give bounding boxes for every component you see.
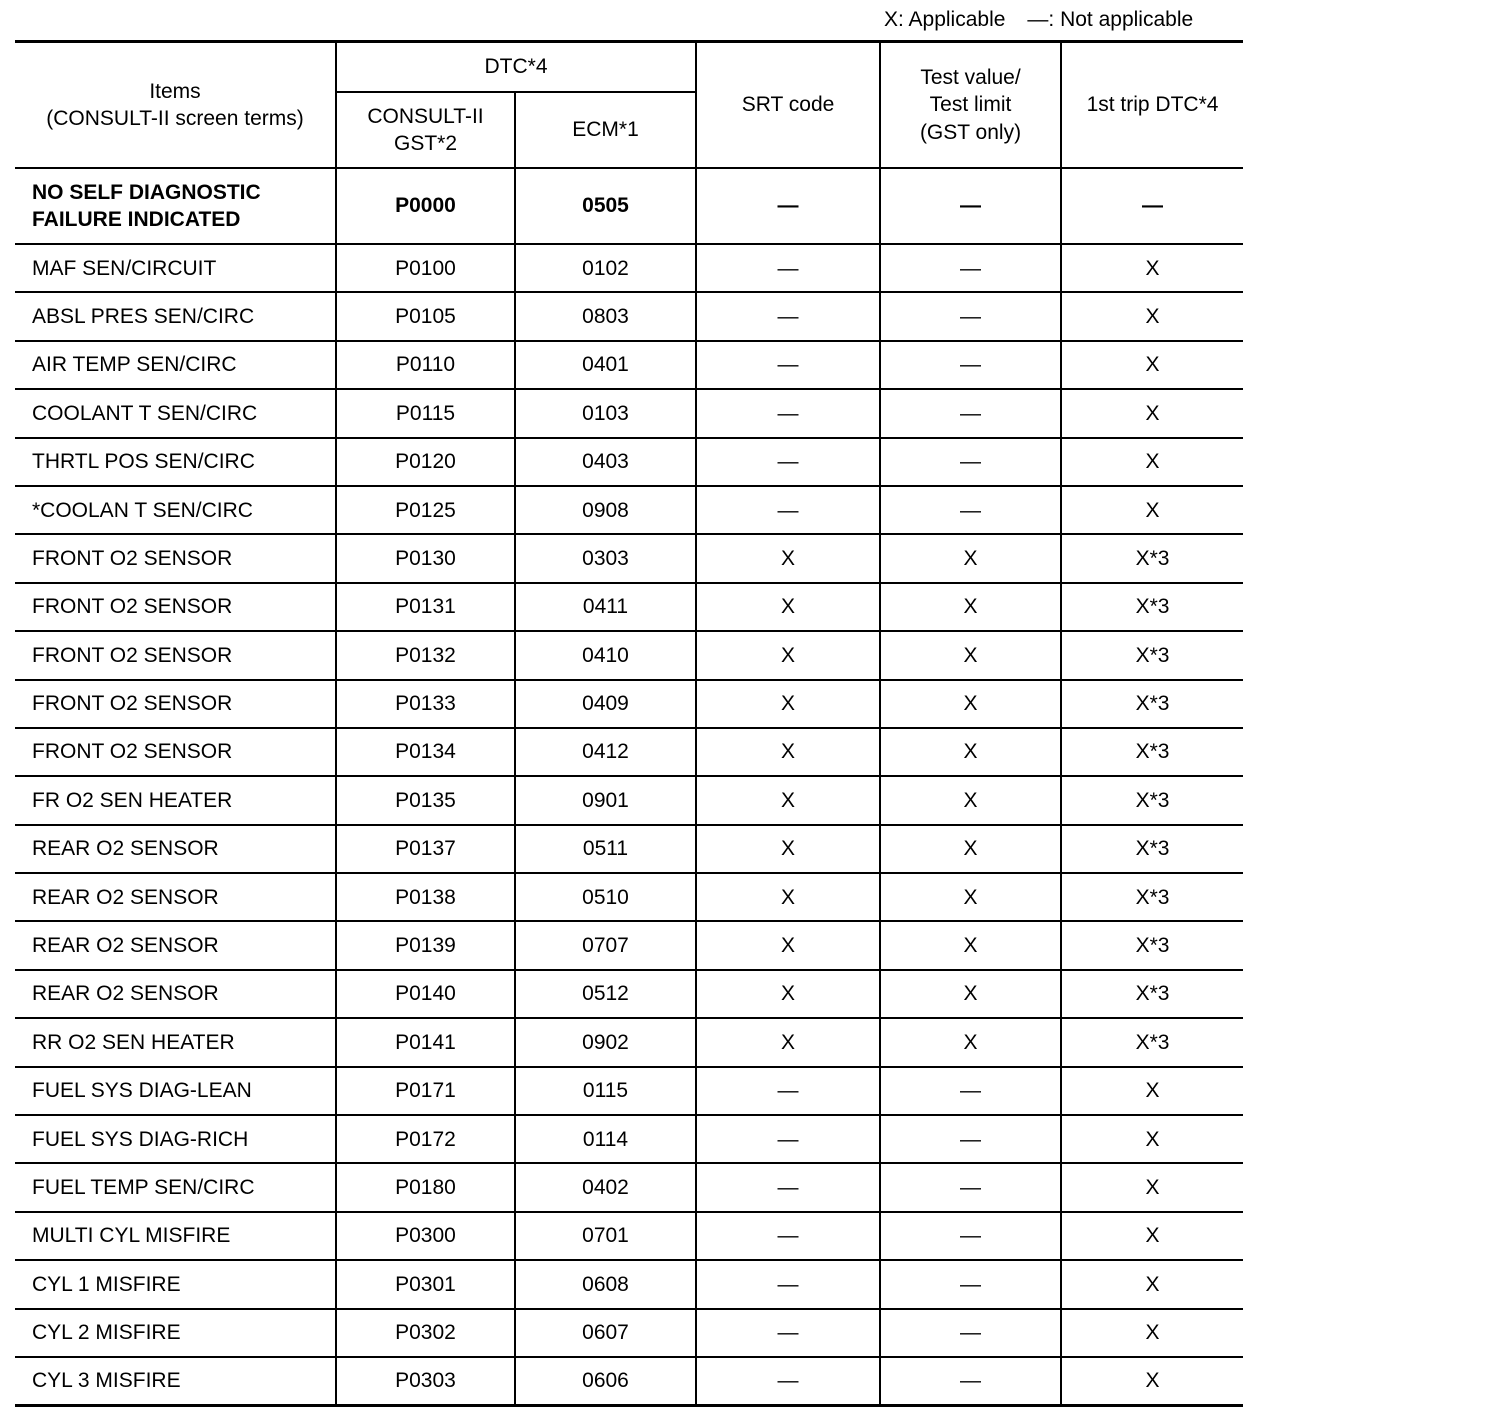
table-row xyxy=(15,1357,1243,1405)
cell-trip: X*3 xyxy=(1061,825,1243,873)
cell-ecm: 0511 xyxy=(515,825,696,873)
cell-item: RR O2 SEN HEATER xyxy=(15,1018,336,1066)
cell-test: — xyxy=(880,1067,1061,1115)
cell-item xyxy=(15,168,336,244)
cell-trip: X xyxy=(1061,1309,1243,1357)
cell-ecm: 0303 xyxy=(515,534,696,582)
cell-consult: P0302 xyxy=(336,1309,515,1357)
cell-test: X xyxy=(880,680,1061,728)
cell-trip: X*3 xyxy=(1061,728,1243,776)
cell-consult: P0303 xyxy=(336,1357,515,1405)
cell-consult: P0125 xyxy=(336,486,515,534)
cell-consult: P0135 xyxy=(336,776,515,824)
cell-item-line1: NO SELF DIAGNOSTIC xyxy=(32,180,261,204)
table-row xyxy=(15,728,1243,776)
cell-test: — xyxy=(880,1115,1061,1163)
cell-ecm: 0102 xyxy=(515,244,696,292)
cell-test: — xyxy=(880,1309,1061,1357)
cell-item: AIR TEMP SEN/CIRC xyxy=(15,341,336,389)
header-srt: SRT code xyxy=(696,42,880,169)
cell-consult: P0172 xyxy=(336,1115,515,1163)
table-row xyxy=(15,1163,1243,1211)
cell-ecm: 0103 xyxy=(515,389,696,437)
legend-applicable: X: Applicable xyxy=(884,8,1006,31)
cell-trip: X*3 xyxy=(1061,680,1243,728)
header-consult xyxy=(336,92,515,168)
cell-trip: X xyxy=(1061,1260,1243,1308)
table-row xyxy=(15,486,1243,534)
cell-trip: X xyxy=(1061,1357,1243,1405)
cell-test: X xyxy=(880,776,1061,824)
header-dtc: DTC*4 xyxy=(336,42,696,93)
cell-srt: X xyxy=(696,583,880,631)
cell-test: X xyxy=(880,583,1061,631)
table-row xyxy=(15,970,1243,1018)
table-row xyxy=(15,168,1243,244)
dtc-table xyxy=(15,40,1243,1407)
cell-srt: X xyxy=(696,534,880,582)
cell-srt: — xyxy=(696,438,880,486)
cell-test: X xyxy=(880,728,1061,776)
cell-consult: P0140 xyxy=(336,970,515,1018)
cell-srt: X xyxy=(696,873,880,921)
cell-item: FUEL SYS DIAG-LEAN xyxy=(15,1067,336,1115)
header-ecm: ECM*1 xyxy=(515,92,696,168)
cell-ecm: 0707 xyxy=(515,921,696,969)
cell-item: MULTI CYL MISFIRE xyxy=(15,1212,336,1260)
table-row xyxy=(15,873,1243,921)
cell-ecm: 0510 xyxy=(515,873,696,921)
cell-consult: P0171 xyxy=(336,1067,515,1115)
table-row xyxy=(15,292,1243,340)
cell-trip: X*3 xyxy=(1061,776,1243,824)
cell-item: REAR O2 SENSOR xyxy=(15,921,336,969)
cell-consult: P0301 xyxy=(336,1260,515,1308)
cell-trip: X xyxy=(1061,292,1243,340)
cell-test: — xyxy=(880,1163,1061,1211)
cell-item: CYL 2 MISFIRE xyxy=(15,1309,336,1357)
cell-consult: P0138 xyxy=(336,873,515,921)
cell-trip: X*3 xyxy=(1061,631,1243,679)
table-row xyxy=(15,680,1243,728)
cell-consult: P0110 xyxy=(336,341,515,389)
cell-consult: P0000 xyxy=(336,168,515,244)
cell-srt: — xyxy=(696,1309,880,1357)
cell-trip: X xyxy=(1061,438,1243,486)
cell-srt: — xyxy=(696,168,880,244)
cell-test: X xyxy=(880,1018,1061,1066)
cell-ecm: 0701 xyxy=(515,1212,696,1260)
cell-ecm: 0412 xyxy=(515,728,696,776)
cell-test: — xyxy=(880,292,1061,340)
cell-item: FRONT O2 SENSOR xyxy=(15,583,336,631)
cell-consult: P0130 xyxy=(336,534,515,582)
cell-item: REAR O2 SENSOR xyxy=(15,825,336,873)
cell-item: FRONT O2 SENSOR xyxy=(15,680,336,728)
cell-srt: X xyxy=(696,776,880,824)
cell-ecm: 0803 xyxy=(515,292,696,340)
cell-item: MAF SEN/CIRCUIT xyxy=(15,244,336,292)
table-row xyxy=(15,341,1243,389)
cell-test: X xyxy=(880,970,1061,1018)
cell-srt: — xyxy=(696,1163,880,1211)
cell-item: FRONT O2 SENSOR xyxy=(15,534,336,582)
cell-test: X xyxy=(880,631,1061,679)
cell-item: FUEL TEMP SEN/CIRC xyxy=(15,1163,336,1211)
cell-trip: X*3 xyxy=(1061,970,1243,1018)
cell-trip: X xyxy=(1061,1115,1243,1163)
header-test-line1: Test value/ xyxy=(920,66,1021,90)
cell-srt: — xyxy=(696,1115,880,1163)
cell-consult: P0100 xyxy=(336,244,515,292)
cell-consult: P0139 xyxy=(336,921,515,969)
cell-srt: X xyxy=(696,728,880,776)
header-consult-line1: CONSULT-II xyxy=(367,104,484,128)
cell-test: — xyxy=(880,389,1061,437)
cell-test: X xyxy=(880,873,1061,921)
cell-test: — xyxy=(880,1212,1061,1260)
cell-consult: P0141 xyxy=(336,1018,515,1066)
cell-trip: X*3 xyxy=(1061,1018,1243,1066)
cell-item: CYL 1 MISFIRE xyxy=(15,1260,336,1308)
cell-srt: — xyxy=(696,341,880,389)
table-row xyxy=(15,1260,1243,1308)
cell-srt: — xyxy=(696,1212,880,1260)
cell-ecm: 0114 xyxy=(515,1115,696,1163)
cell-item-line2: FAILURE INDICATED xyxy=(32,208,241,231)
cell-test: — xyxy=(880,486,1061,534)
cell-consult: P0137 xyxy=(336,825,515,873)
table-row xyxy=(15,631,1243,679)
cell-trip: X*3 xyxy=(1061,583,1243,631)
cell-test: X xyxy=(880,921,1061,969)
cell-item: *COOLAN T SEN/CIRC xyxy=(15,486,336,534)
header-test-line3: (GST only) xyxy=(919,120,1022,144)
cell-trip: — xyxy=(1061,168,1243,244)
table-row xyxy=(15,389,1243,437)
cell-srt: — xyxy=(696,292,880,340)
header-items-line1: Items xyxy=(149,79,201,103)
cell-srt: — xyxy=(696,486,880,534)
cell-trip: X xyxy=(1061,341,1243,389)
cell-consult: P0180 xyxy=(336,1163,515,1211)
header-trip: 1st trip DTC*4 xyxy=(1061,42,1243,169)
cell-trip: X xyxy=(1061,486,1243,534)
cell-trip: X*3 xyxy=(1061,534,1243,582)
cell-test: — xyxy=(880,341,1061,389)
cell-ecm: 0512 xyxy=(515,970,696,1018)
cell-item: FRONT O2 SENSOR xyxy=(15,631,336,679)
cell-srt: X xyxy=(696,970,880,1018)
legend-not-applicable: —: Not applicable xyxy=(1027,8,1194,31)
cell-ecm: 0409 xyxy=(515,680,696,728)
cell-item: ABSL PRES SEN/CIRC xyxy=(15,292,336,340)
cell-trip: X xyxy=(1061,1067,1243,1115)
header-consult-line2: GST*2 xyxy=(393,132,458,155)
table-row xyxy=(15,825,1243,873)
cell-item: FUEL SYS DIAG-RICH xyxy=(15,1115,336,1163)
cell-srt: — xyxy=(696,389,880,437)
cell-consult: P0300 xyxy=(336,1212,515,1260)
cell-consult: P0105 xyxy=(336,292,515,340)
table-row xyxy=(15,244,1243,292)
cell-item: FR O2 SEN HEATER xyxy=(15,776,336,824)
cell-srt: — xyxy=(696,1260,880,1308)
cell-consult: P0134 xyxy=(336,728,515,776)
cell-trip: X*3 xyxy=(1061,921,1243,969)
cell-srt: — xyxy=(696,1357,880,1405)
cell-item: THRTL POS SEN/CIRC xyxy=(15,438,336,486)
header-items xyxy=(15,42,336,169)
cell-srt: — xyxy=(696,1067,880,1115)
cell-trip: X xyxy=(1061,244,1243,292)
cell-item: REAR O2 SENSOR xyxy=(15,970,336,1018)
cell-srt: X xyxy=(696,825,880,873)
cell-srt: X xyxy=(696,1018,880,1066)
cell-trip: X xyxy=(1061,1163,1243,1211)
cell-ecm: 0608 xyxy=(515,1260,696,1308)
table-row xyxy=(15,1018,1243,1066)
cell-test: — xyxy=(880,1357,1061,1405)
table-body xyxy=(15,168,1243,1405)
cell-srt: — xyxy=(696,244,880,292)
table-row xyxy=(15,1309,1243,1357)
table-row xyxy=(15,1115,1243,1163)
cell-ecm: 0410 xyxy=(515,631,696,679)
cell-test: — xyxy=(880,438,1061,486)
cell-trip: X*3 xyxy=(1061,873,1243,921)
cell-ecm: 0606 xyxy=(515,1357,696,1405)
cell-test: X xyxy=(880,534,1061,582)
cell-ecm: 0401 xyxy=(515,341,696,389)
cell-ecm: 0411 xyxy=(515,583,696,631)
cell-ecm: 0607 xyxy=(515,1309,696,1357)
cell-item: FRONT O2 SENSOR xyxy=(15,728,336,776)
table-row xyxy=(15,534,1243,582)
cell-ecm: 0402 xyxy=(515,1163,696,1211)
cell-consult: P0120 xyxy=(336,438,515,486)
header-test-line2: Test limit xyxy=(929,93,1012,117)
cell-item: COOLANT T SEN/CIRC xyxy=(15,389,336,437)
cell-ecm: 0403 xyxy=(515,438,696,486)
cell-consult: P0133 xyxy=(336,680,515,728)
table-row xyxy=(15,921,1243,969)
cell-ecm: 0908 xyxy=(515,486,696,534)
table-row xyxy=(15,583,1243,631)
cell-consult: P0131 xyxy=(336,583,515,631)
cell-ecm: 0505 xyxy=(515,168,696,244)
cell-trip: X xyxy=(1061,389,1243,437)
cell-srt: X xyxy=(696,631,880,679)
cell-test: X xyxy=(880,825,1061,873)
cell-item: REAR O2 SENSOR xyxy=(15,873,336,921)
legend xyxy=(884,8,1193,32)
table-row xyxy=(15,776,1243,824)
header-items-line2: (CONSULT-II screen terms) xyxy=(46,107,304,130)
cell-test: — xyxy=(880,1260,1061,1308)
cell-consult: P0132 xyxy=(336,631,515,679)
cell-ecm: 0901 xyxy=(515,776,696,824)
table-row xyxy=(15,1067,1243,1115)
cell-ecm: 0902 xyxy=(515,1018,696,1066)
cell-test: — xyxy=(880,168,1061,244)
table-row xyxy=(15,438,1243,486)
cell-test: — xyxy=(880,244,1061,292)
cell-trip: X xyxy=(1061,1212,1243,1260)
cell-item: CYL 3 MISFIRE xyxy=(15,1357,336,1405)
cell-srt: X xyxy=(696,680,880,728)
cell-consult: P0115 xyxy=(336,389,515,437)
cell-srt: X xyxy=(696,921,880,969)
cell-ecm: 0115 xyxy=(515,1067,696,1115)
header-test xyxy=(880,42,1061,169)
table-row xyxy=(15,1212,1243,1260)
